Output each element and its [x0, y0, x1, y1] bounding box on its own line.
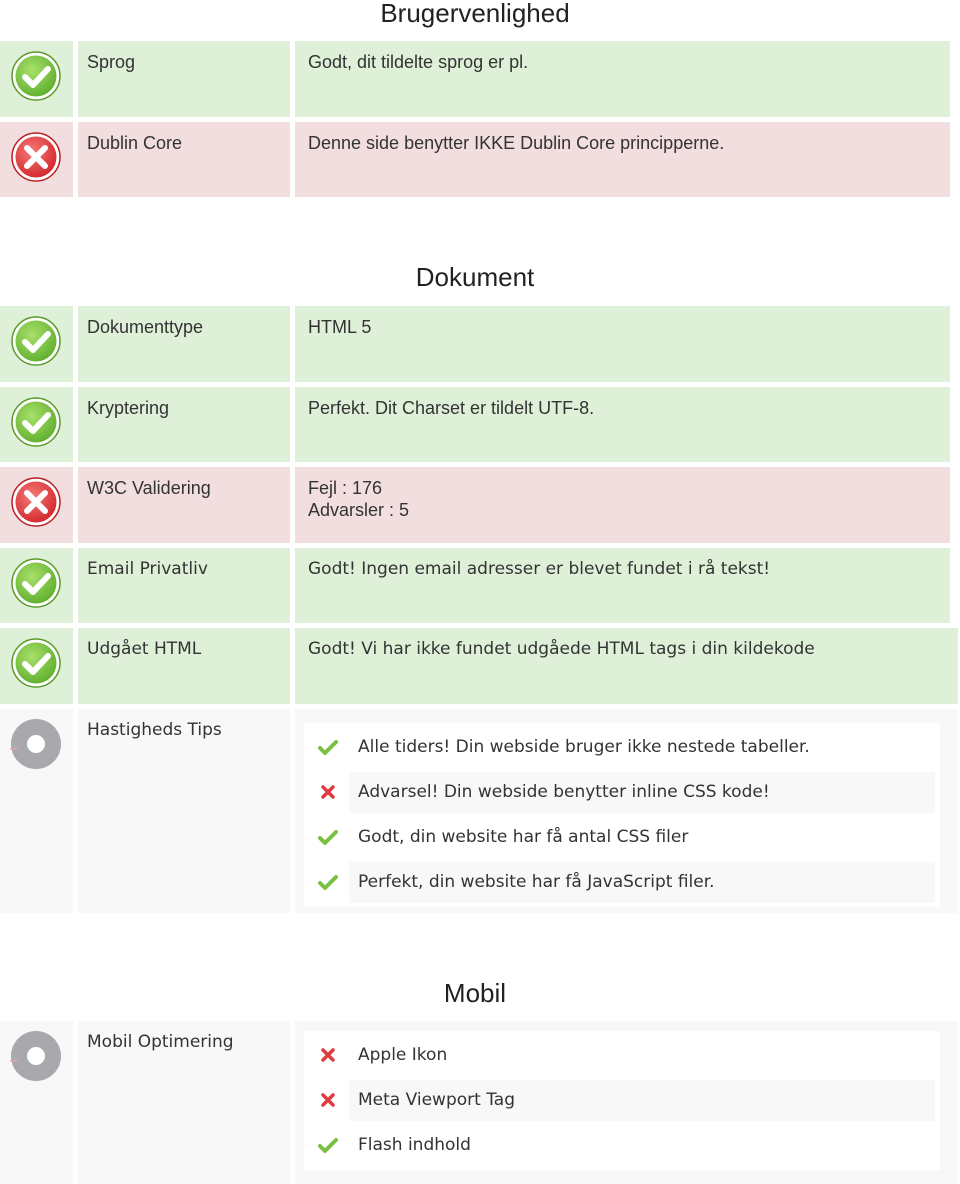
speed-tips-list	[304, 723, 940, 907]
check-circle-icon	[10, 50, 62, 102]
tip-text: Godt, din website har få antal CSS filer	[349, 817, 935, 858]
info-circle-icon	[10, 718, 62, 770]
tip-text: Advarsel! Din webside benytter inline CSS kode!	[349, 772, 935, 813]
check-circle-icon	[10, 315, 62, 367]
row-value: Godt! Ingen email adresser er blevet fundet i rå tekst!	[295, 548, 950, 623]
row-label: Dublin Core	[78, 122, 290, 197]
cross-mark-icon	[318, 1092, 338, 1108]
x-circle-icon	[10, 131, 62, 183]
row-label: Hastigheds Tips	[78, 709, 290, 913]
section-title-mobile: Mobil	[443, 978, 507, 1008]
cross-mark-icon	[318, 784, 338, 800]
tip-text: Flash indhold	[349, 1125, 935, 1166]
row-value: Godt! Vi har ikke fundet udgåede HTML tags i din kildekode	[295, 628, 958, 704]
check-mark-icon	[318, 829, 338, 845]
list-item	[309, 862, 935, 903]
list-item	[309, 817, 935, 858]
row-label: W3C Validering	[78, 467, 290, 543]
row-label: Email Privatliv	[78, 548, 290, 623]
check-circle-icon	[10, 557, 62, 609]
w3c-warnings: Advarsler : 5	[308, 500, 410, 520]
tip-text: Perfekt, din website har få JavaScript filer.	[349, 862, 935, 903]
row-w3c-validation	[0, 467, 950, 543]
row-label: Dokumenttype	[78, 306, 290, 382]
list-item	[309, 1125, 935, 1166]
row-label: Udgået HTML	[78, 628, 290, 704]
check-mark-icon	[318, 1137, 338, 1153]
info-circle-icon	[10, 1030, 62, 1082]
check-circle-icon	[10, 637, 62, 689]
tip-text: Apple Ikon	[349, 1035, 935, 1076]
row-value	[295, 467, 950, 543]
w3c-errors: Fejl : 176	[308, 478, 383, 498]
row-email-privacy	[0, 548, 950, 623]
row-value: Godt, dit tildelte sprog er pl.	[295, 41, 950, 117]
row-encryption	[0, 387, 950, 462]
tip-text: Alle tiders! Din webside bruger ikke nestede tabeller.	[349, 727, 935, 768]
x-circle-icon	[10, 476, 62, 528]
check-circle-icon	[10, 396, 62, 448]
row-deprecated-html	[0, 628, 958, 704]
mobile-tips-list	[304, 1031, 940, 1170]
row-label: Kryptering	[78, 387, 290, 462]
row-mobile-optimization	[0, 1021, 958, 1184]
list-item	[309, 1035, 935, 1076]
row-label: Sprog	[78, 41, 290, 117]
list-item	[309, 1080, 935, 1121]
cross-mark-icon	[318, 1047, 338, 1063]
row-speed-tips	[0, 709, 958, 913]
section-title-usability: Brugervenlighed	[380, 0, 570, 28]
row-label: Mobil Optimering	[78, 1021, 290, 1184]
row-dublin-core	[0, 122, 950, 197]
row-language	[0, 41, 950, 117]
check-mark-icon	[318, 739, 338, 755]
list-item	[309, 727, 935, 768]
tip-text: Meta Viewport Tag	[349, 1080, 935, 1121]
row-doctype	[0, 306, 950, 382]
section-title-document: Dokument	[415, 262, 535, 292]
row-value: Perfekt. Dit Charset er tildelt UTF-8.	[295, 387, 950, 462]
check-mark-icon	[318, 874, 338, 890]
row-value: HTML 5	[295, 306, 950, 382]
list-item	[309, 772, 935, 813]
row-value: Denne side benytter IKKE Dublin Core principperne.	[295, 122, 950, 197]
